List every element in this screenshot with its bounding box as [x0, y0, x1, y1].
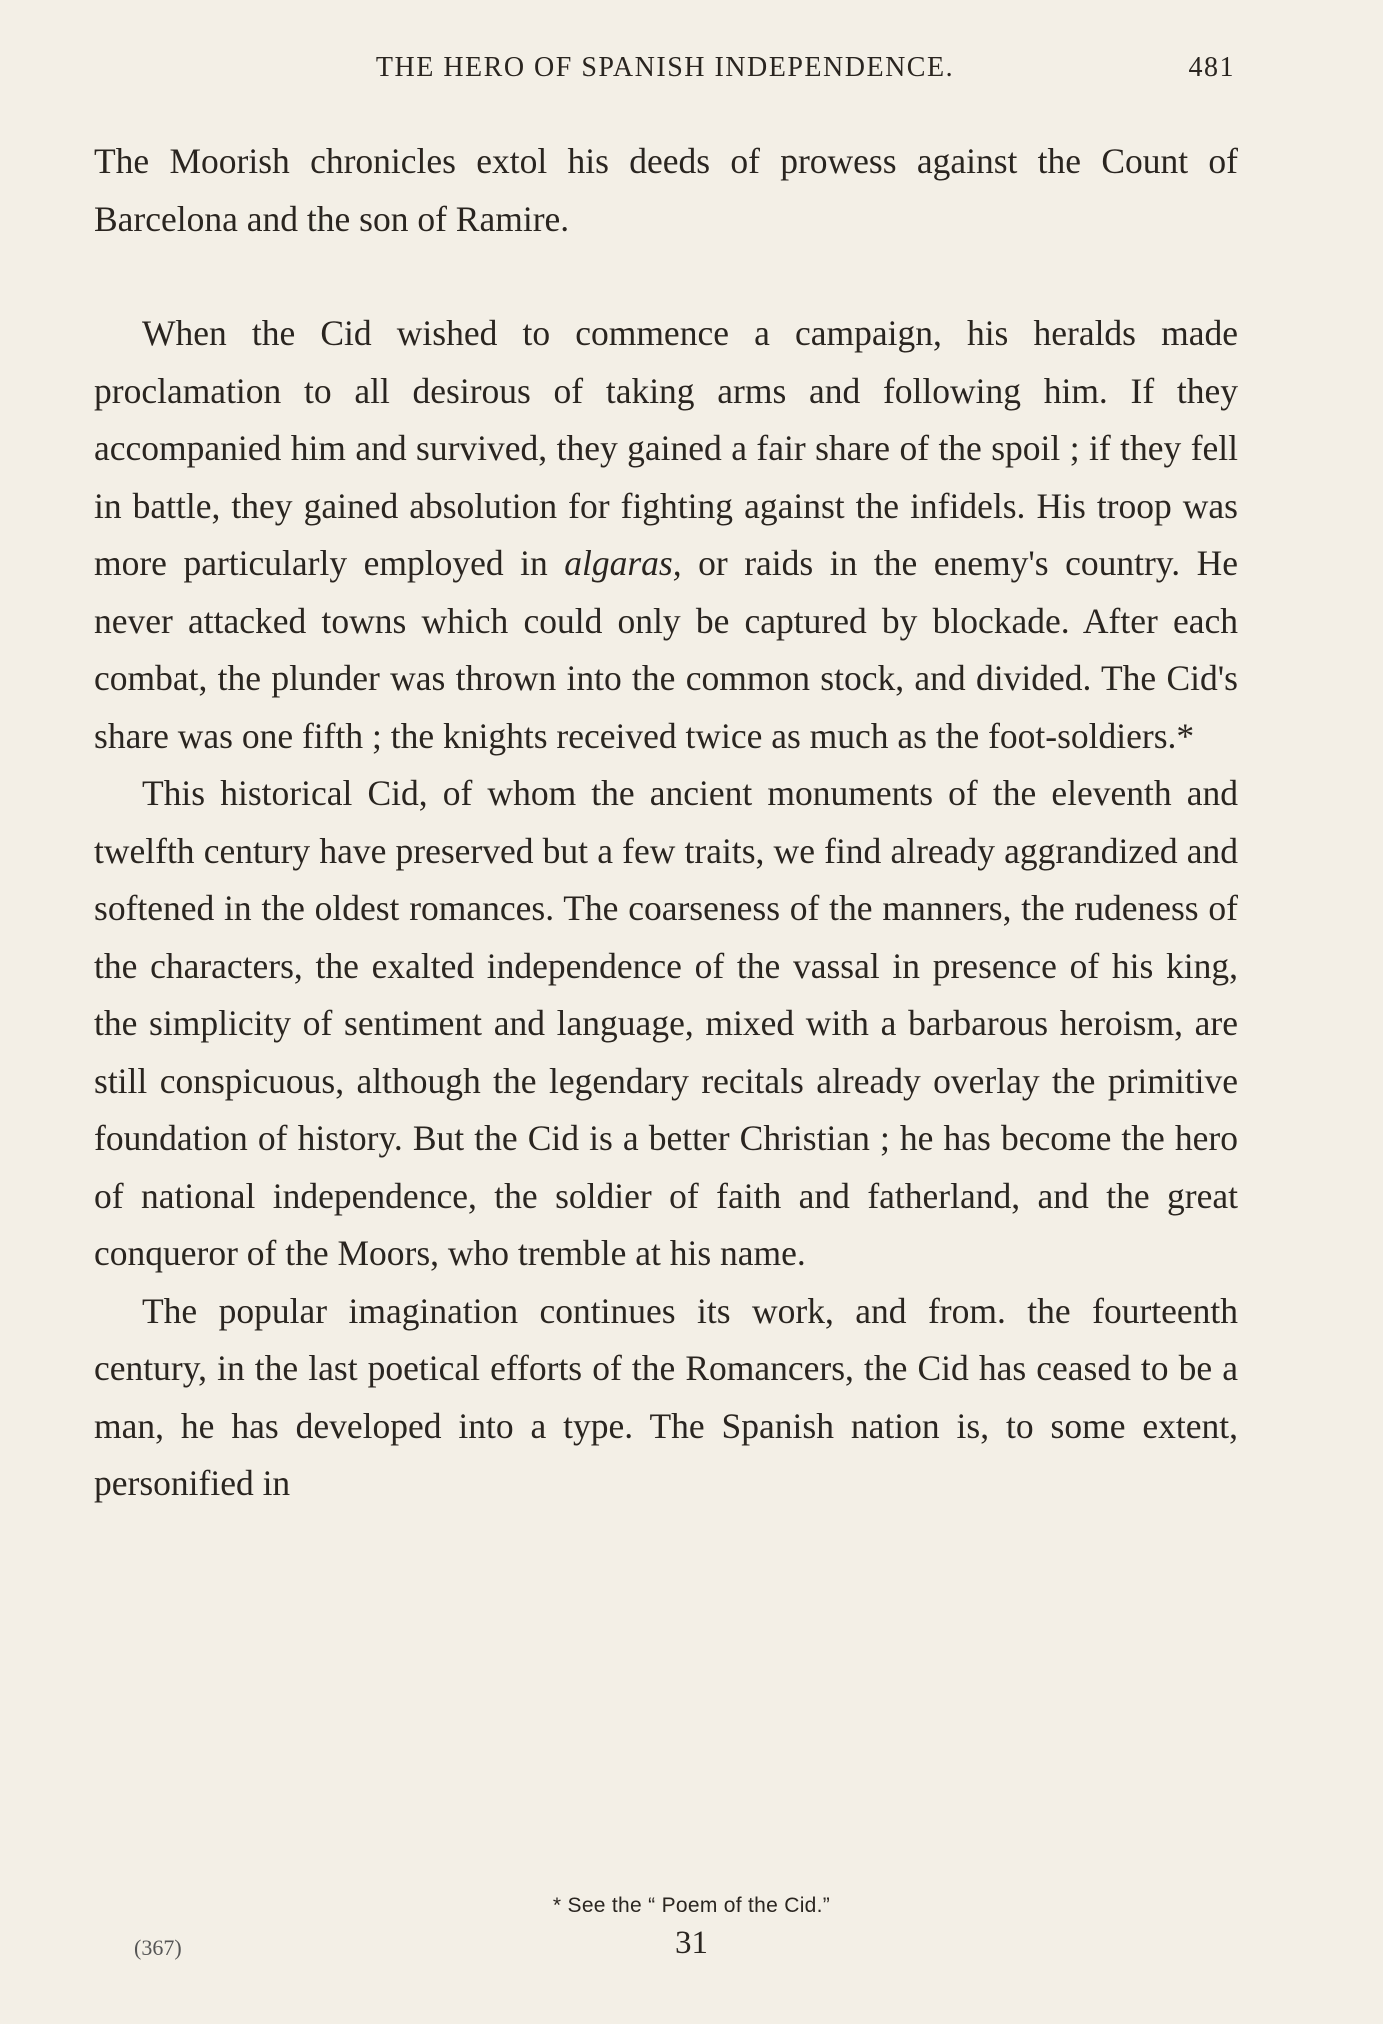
paragraph-campaign-text-2: or raids in the enemy's country. He never attacked towns which could only be captured by blockade. After each combat, the plunder was thrown into the common stock, and divided. The Cid's share was one fifth ; the knights received twice as much as the foot-soldiers.* [94, 543, 1238, 756]
running-head [95, 52, 1235, 92]
paragraph-campaign [94, 305, 1238, 765]
paragraph-moorish-chronicles: The Moorish chronicles extol his deeds of prowess against the Count of Barcelona and the son of Ramire. [94, 141, 1238, 239]
paragraph-popular-imagination: The popular imagination continues its work, and from. the fourteenth century, in the last poetical efforts of the Romancers, the Cid has ceased to be a man, he has developed into a type. The Spanish nation is, to some extent, personified in [94, 1290, 1238, 1503]
running-title: THE HERO OF SPANISH INDEPENDENCE. [375, 52, 955, 83]
signature-mark: (367) [134, 1935, 182, 1960]
italic-term-algaras: algaras, [564, 543, 682, 583]
paragraph-historical-cid: This historical Cid, of whom the ancient monuments of the eleventh and twelfth century have preserved but a few traits, we find already aggrandized and softened in the oldest romances. The coarseness of the manners, the rudeness of the characters, the exalted independence of the vassal in presence of his king, the simplicity of sentiment and language, mixed with a barbarous heroism, are still conspicuous, although the legendary recitals already overlay the primitive foundation of history. But the Cid is a better Christian ; he has become the hero of national independence, the soldier of faith and fatherland, and the great conqueror of the Moors, who tremble at his name. [94, 773, 1238, 1273]
paragraph-campaign-text-1: When the Cid wished to commence a campaign, his heralds made proclamation to all desirous of taking arms and following him. If they accompanied him and survived, they gained a fair share of the spoil ; if they fell in battle, they gained absolution for fighting against the infidels. His troop was more particularly employed in [94, 313, 1238, 583]
page-number: 481 [1188, 52, 1235, 83]
footnote: * See the “ Poem of the Cid.” [552, 1894, 831, 1917]
signature-number: 31 [675, 1925, 708, 1961]
body-text [94, 133, 1238, 1513]
